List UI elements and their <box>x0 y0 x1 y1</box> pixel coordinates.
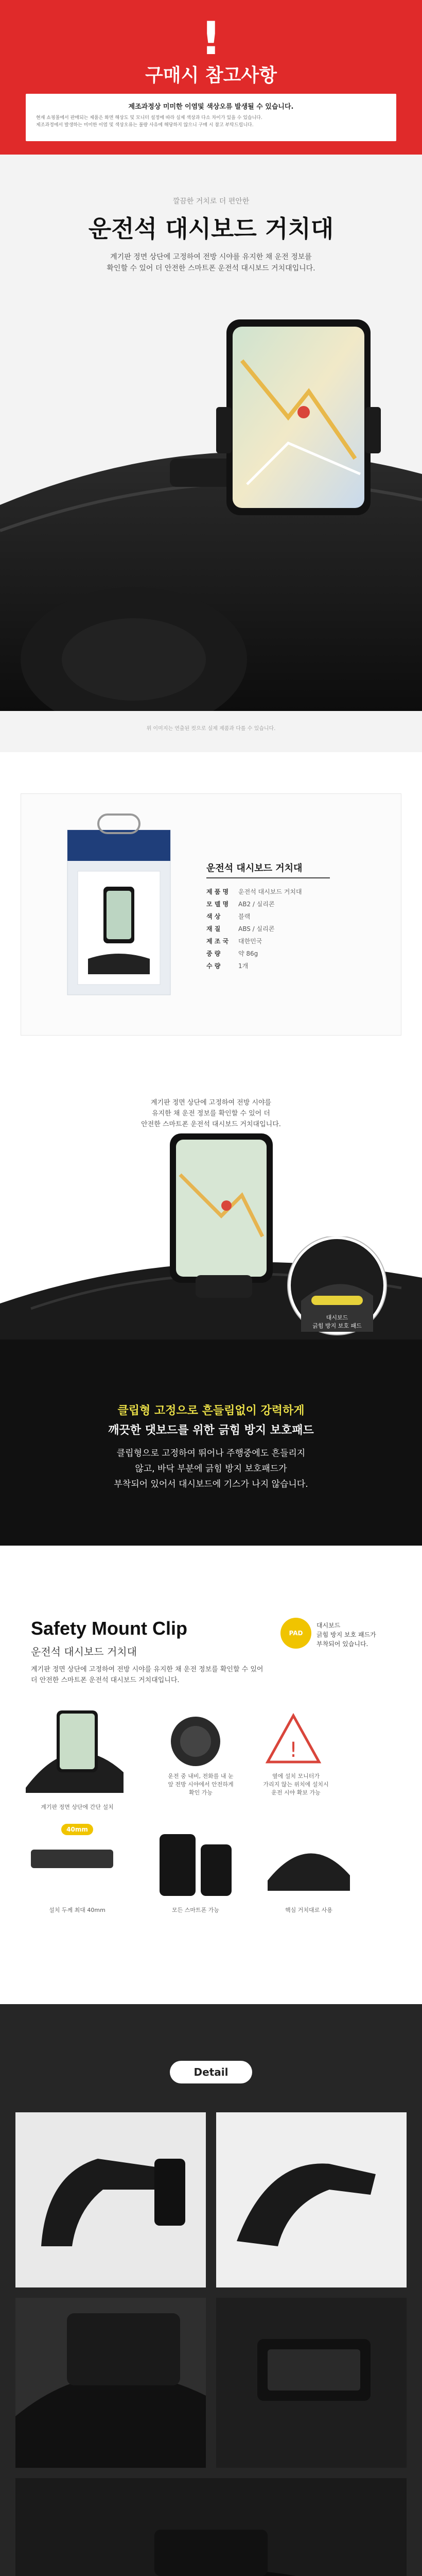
notice-box <box>26 94 396 141</box>
spec-value: 운전석 대시보드 거치대 <box>238 888 302 895</box>
clip-title-en: Safety Mount Clip <box>31 1618 187 1639</box>
feature-text-line: 유지한 채 운전 정보를 확인할 수 있어 더 <box>152 1110 270 1117</box>
spec-card <box>21 793 401 1036</box>
band-line: 클립형으로 고정하여 뛰어나 주행중에도 흔들리지 <box>116 1448 306 1459</box>
clip-item-line: 앞 전방 시야에서 안전하게 <box>168 1781 234 1788</box>
clip-item-line: 옆에 설치 모니터가 <box>272 1773 320 1780</box>
pad-badge-line: 부착되어 있습니다. <box>316 1640 368 1648</box>
spec-value: ABS / 실리콘 <box>238 925 275 933</box>
clip-item-warning <box>252 1772 340 1797</box>
spec-key: 중 량 <box>206 950 221 957</box>
spec-key: 모 델 명 <box>206 901 229 908</box>
spec-value: 대한민국 <box>238 938 262 945</box>
notice-line: 현재 쇼핑몰에서 판매되는 제품은 화면 해상도 및 모니터 설정에 따라 실제 색상과 다소 차이가 있을 수 있습니다. <box>36 115 262 121</box>
detail-badge: Detail <box>170 2061 252 2083</box>
band-text <box>31 1401 391 1492</box>
notice-line: 제조과정에서 발생하는 미미한 이염 및 색상오류는 불량 사유에 해당하지 않으니 구매 시 참고 부탁드립니다. <box>36 123 254 128</box>
pad-badge <box>280 1618 394 1654</box>
pad-callout-line: 긁힘 방지 보호 패드 <box>312 1323 362 1329</box>
spec-row <box>206 935 361 947</box>
clip-feature-band <box>0 1340 422 1546</box>
detail-photos <box>0 2004 422 2576</box>
hero-desc-line: 확인할 수 있어 더 안전한 스마트폰 운전석 대시보드 거치대입니다. <box>107 264 315 273</box>
spec-row <box>206 886 361 898</box>
pad-badge-text <box>316 1621 399 1649</box>
pad-badge-line: 긁힘 방지 보호 패드가 <box>316 1631 376 1638</box>
clip-desc-line: 계기판 정면 상단에 고정하여 전방 시야를 유지한 채 운전 정보를 확인할 수 있어 <box>31 1666 263 1673</box>
hero-description <box>82 251 340 274</box>
band-line: 클립형 고정으로 흔들림없이 강력하게 <box>117 1404 305 1417</box>
spec-key: 제 조 국 <box>206 938 229 945</box>
clip-title-ko: 운전석 대시보드 거치대 <box>31 1646 137 1658</box>
feature-text-line: 계기판 정면 상단에 고정하여 전방 시야를 <box>150 1099 272 1107</box>
spec-row <box>206 898 361 910</box>
pad-callout <box>0 1236 422 1340</box>
notice-heading: 제조과정상 미미한 이염및 색상오류 발생될 수 있습니다. <box>128 103 294 111</box>
purchase-notice-section <box>0 0 422 155</box>
clip-item-line: 가리지 않는 위치에 설치시 <box>263 1781 329 1788</box>
clip-illustrations <box>21 1695 401 1932</box>
clip-item-line: 운전 중 내비, 전화를 내 눈 <box>168 1773 234 1780</box>
clip-description <box>31 1664 391 1686</box>
band-line: 깨끗한 댓보드를 위한 긁힘 방지 보호패드 <box>108 1424 314 1437</box>
exclamation-icon: ! <box>200 12 222 65</box>
clip-item-thickness <box>31 1824 124 1835</box>
pad-badge-line: 대시보드 <box>316 1622 341 1629</box>
clip-item-view <box>149 1772 252 1797</box>
notice-body <box>36 114 386 129</box>
clip-item-line: 운전 시야 확보 가능 <box>271 1789 321 1796</box>
feature-text-line: 안전한 스마트폰 운전석 대시보드 거치대입니다. <box>141 1121 281 1128</box>
spec-table <box>206 886 361 972</box>
notice-title: 구매시 참고사항 <box>145 65 277 86</box>
spec-value: 약 86g <box>238 950 258 957</box>
spec-value: AB2 / 실리콘 <box>238 901 275 908</box>
spec-section <box>0 793 422 1082</box>
spec-value: 블랙 <box>238 913 251 920</box>
safety-mount-clip-section <box>0 1587 422 1958</box>
detail-section <box>0 2004 422 2576</box>
hero-desc-line: 계기판 정면 상단에 고정하여 전방 시야를 유지한 채 운전 정보를 <box>110 253 312 261</box>
spec-key: 제 품 명 <box>206 888 229 895</box>
clip-item-line: 확인 가능 <box>188 1789 213 1796</box>
hero-section <box>0 155 422 752</box>
band-line: 않고, 바닥 부분에 긁힘 방지 보호패드가 <box>135 1464 287 1474</box>
spec-row <box>206 960 361 972</box>
clip-item-install: 계기판 정면 상단에 간단 설치 <box>41 1804 114 1810</box>
clip-feature-grid <box>21 1695 401 1932</box>
pad-badge-icon: PAD <box>280 1618 311 1649</box>
spec-row <box>206 947 361 960</box>
pad-callout-label <box>293 1314 381 1330</box>
spec-value: 1개 <box>238 962 249 970</box>
spec-row <box>206 910 361 923</box>
pad-callout-line: 대시보드 <box>326 1314 348 1321</box>
clip-item-phones: 모든 스마트폰 가능 <box>171 1907 219 1913</box>
feature-text <box>124 1097 298 1130</box>
spec-key: 색 상 <box>206 913 221 920</box>
spec-row <box>206 923 361 935</box>
band-line: 부착되어 있어서 대시보드에 기스가 나지 않습니다. <box>114 1479 308 1489</box>
hero-tagline: 깔끔한 거치로 더 편안한 <box>172 197 250 206</box>
hero-title: 운전석 대시보드 거치대 <box>88 215 334 243</box>
svg-text:!: ! <box>289 1738 298 1762</box>
spec-key: 수 량 <box>206 962 221 970</box>
dashboard-mount-photo <box>0 289 422 711</box>
clip-item-usage: 핵심 거치대로 사용 <box>285 1907 332 1913</box>
clip-item-thickness-label: 설치 두께 최대 40mm <box>49 1907 106 1913</box>
feature-text-block <box>0 1097 422 1139</box>
hero-photo-note: 위 이미지는 연출된 컷으로 실제 제품과 다를 수 있습니다. <box>146 726 276 732</box>
clip-desc-line: 더 안전한 스마트폰 운전석 대시보드 거치대입니다. <box>31 1676 180 1684</box>
spec-divider <box>206 877 330 878</box>
spec-key: 재 질 <box>206 925 221 933</box>
thickness-pill: 40mm <box>61 1824 93 1835</box>
spec-title: 운전석 대시보드 거치대 <box>206 863 303 874</box>
